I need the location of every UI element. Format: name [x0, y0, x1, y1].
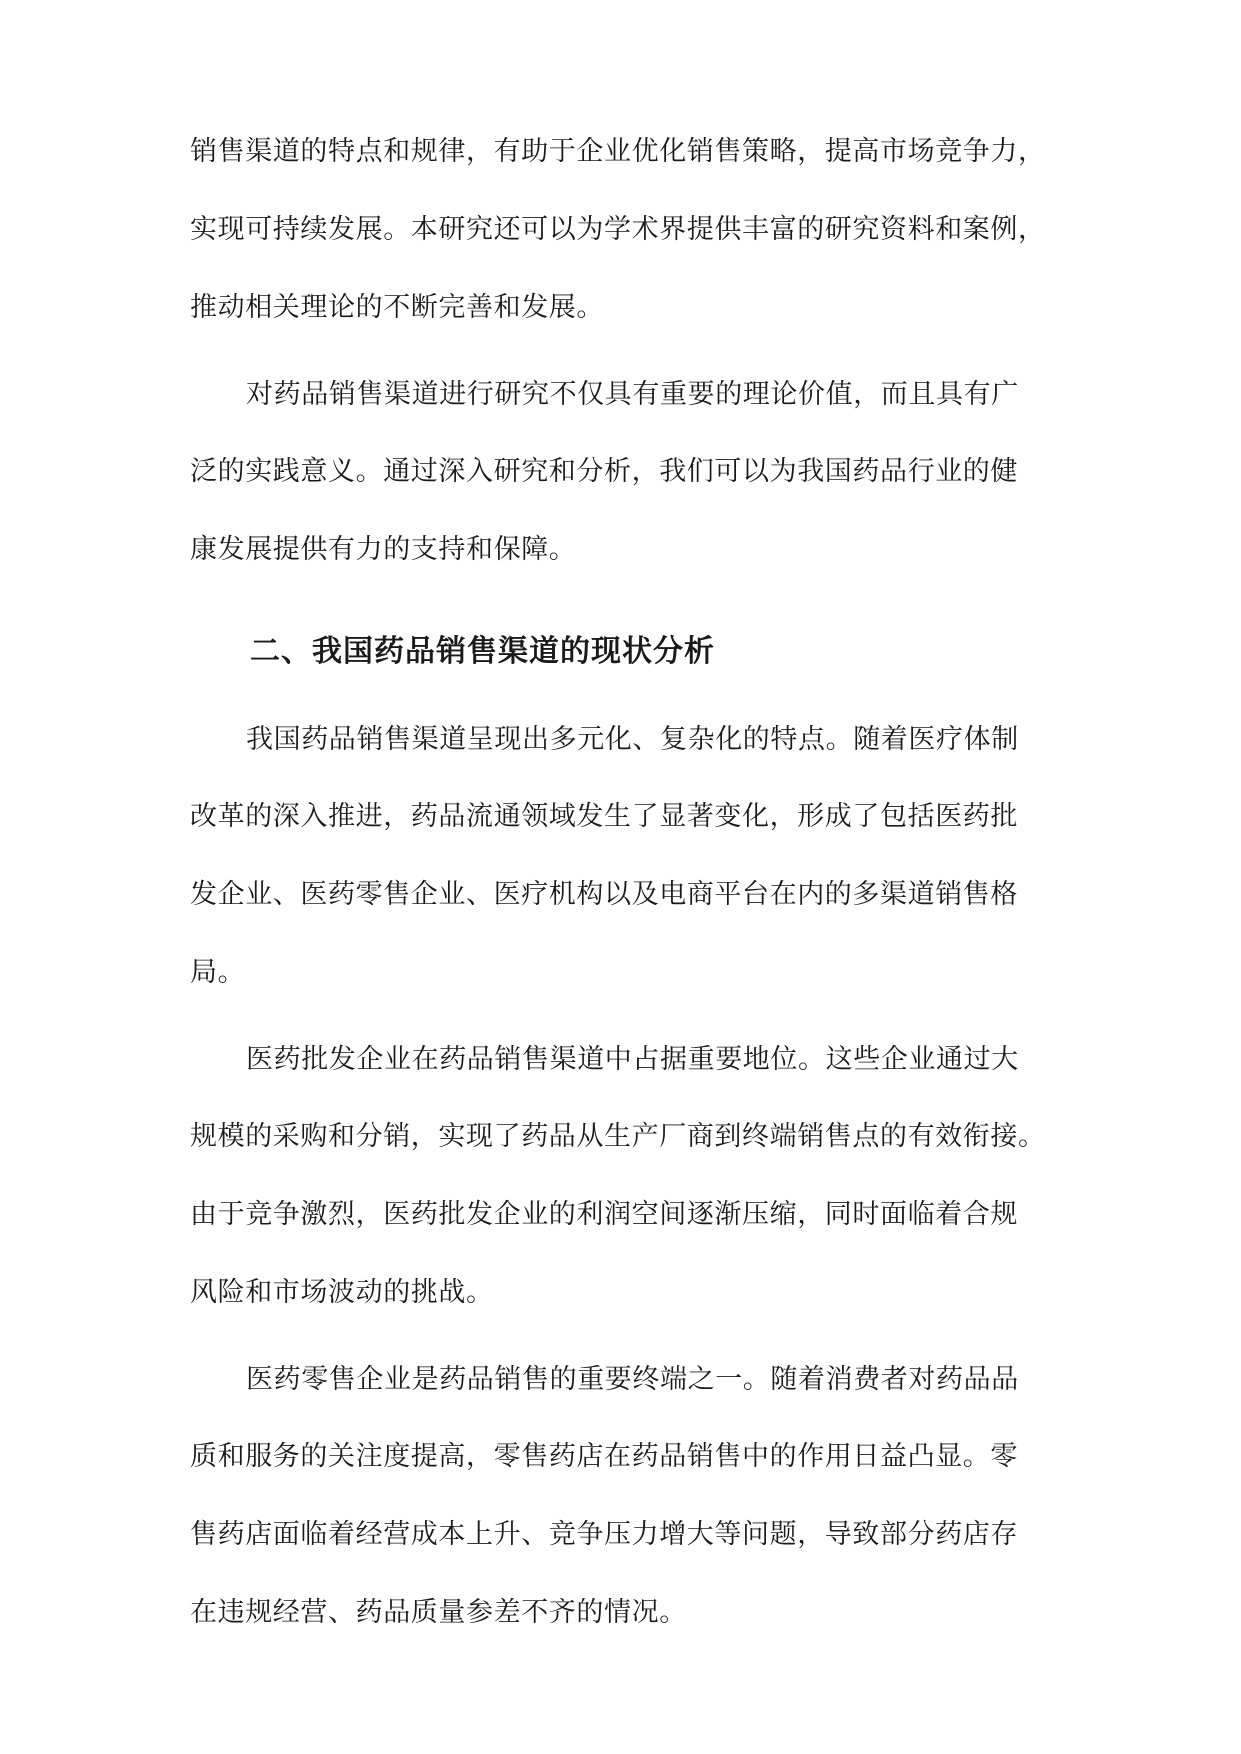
- text-line: 泛的实践意义。通过深入研究和分析，我们可以为我国药品行业的健: [190, 456, 1018, 487]
- text-line: 售药店面临着经营成本上升、竞争压力增大等问题，导致部分药店存: [190, 1519, 1018, 1550]
- text-line: 由于竞争激烈，医药批发企业的利润空间逐渐压缩，同时面临着合规: [190, 1199, 1018, 1230]
- text-line: 改革的深入推进，药品流通领域发生了显著变化，形成了包括医药批: [190, 801, 1018, 832]
- text-line: 销售渠道的特点和规律，有助于企业优化销售策略，提高市场竞争力，: [190, 136, 1046, 167]
- text-line: 在违规经营、药品质量参差不齐的情况。: [190, 1597, 687, 1628]
- text-line: 康发展提供有力的支持和保障。: [190, 534, 577, 565]
- text-line: 发企业、医药零售企业、医疗机构以及电商平台在内的多渠道销售格: [190, 879, 1018, 910]
- text-line: 对药品销售渠道进行研究不仅具有重要的理论价值，而且具有广: [246, 379, 1019, 410]
- text-line: 质和服务的关注度提高，零售药店在药品销售中的作用日益凸显。零: [190, 1441, 1018, 1472]
- text-line: 风险和市场波动的挑战。: [190, 1277, 494, 1308]
- text-line: 规模的采购和分销，实现了药品从生产厂商到终端销售点的有效衔接。: [190, 1121, 1046, 1152]
- text-line: 实现可持续发展。本研究还可以为学术界提供丰富的研究资料和案例，: [190, 214, 1046, 245]
- text-line: 医药批发企业在药品销售渠道中占据重要地位。这些企业通过大: [246, 1044, 1019, 1075]
- section-heading: 二、我国药品销售渠道的现状分析: [250, 634, 715, 669]
- text-line: 我国药品销售渠道呈现出多元化、复杂化的特点。随着医疗体制: [246, 724, 1019, 755]
- text-line: 医药零售企业是药品销售的重要终端之一。随着消费者对药品品: [246, 1364, 1019, 1395]
- text-line: 局。: [190, 957, 246, 988]
- text-line: 推动相关理论的不断完善和发展。: [190, 292, 604, 323]
